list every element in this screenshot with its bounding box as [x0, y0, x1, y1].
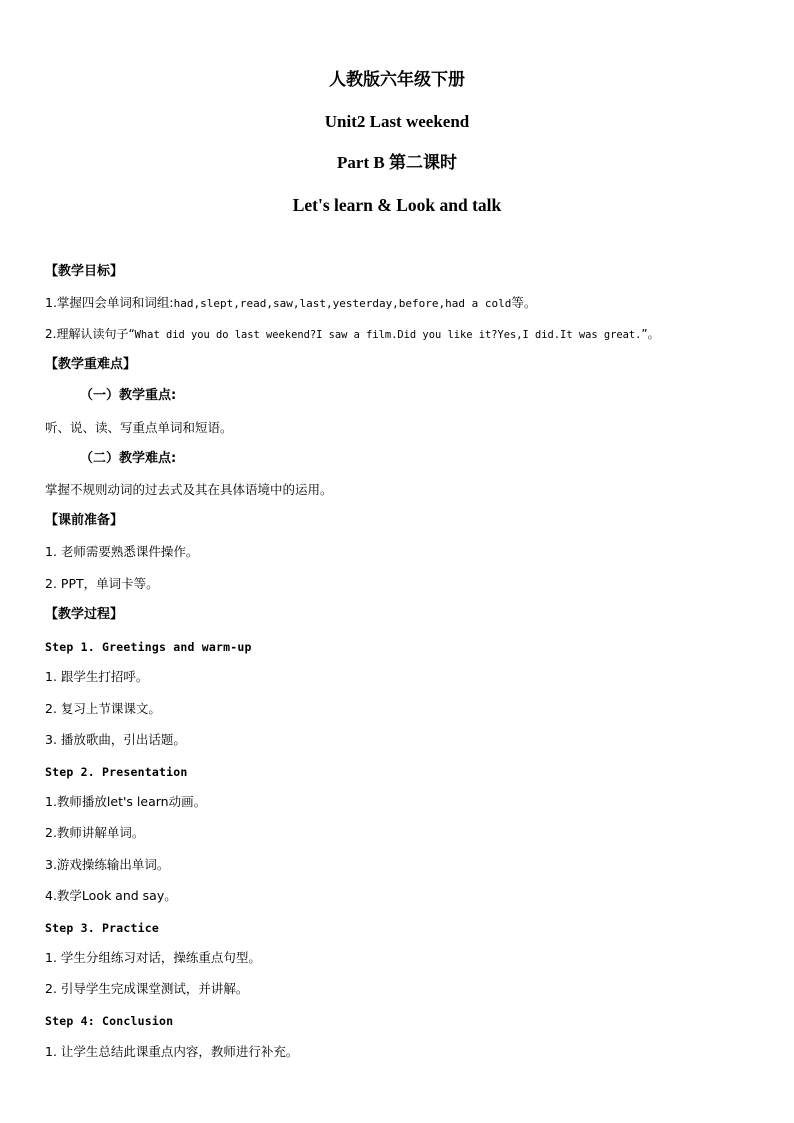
preparation-heading: 【课前准备】	[45, 513, 124, 528]
step-1-item: 2. 复习上节课课文。	[45, 701, 161, 716]
step-2-item: 2.教师讲解单词。	[45, 825, 145, 840]
part-title: Part B 第二课时	[337, 153, 457, 172]
step-4-item: 1. 让学生总结此课重点内容，教师进行补充。	[45, 1044, 299, 1059]
difficulty-heading: （二）教学难点:	[80, 451, 177, 466]
objective-prefix: 1.掌握四会单词和词组:	[45, 295, 174, 310]
unit-title: Unit2 Last weekend	[324, 112, 470, 131]
step-3-title: Step 3. Practice	[45, 921, 159, 935]
step-3-item: 2. 引导学生完成课堂测试，并讲解。	[45, 981, 249, 996]
step-1-title: Step 1. Greetings and warm-up	[45, 640, 252, 654]
step-4-title: Step 4: Conclusion	[45, 1014, 174, 1028]
step-1-item: 3. 播放歌曲，引出话题。	[45, 732, 186, 747]
preparation-item: 2. PPT，单词卡等。	[45, 576, 159, 591]
objective-suffix: 等。	[511, 295, 537, 310]
step-2-item: 3.游戏操练输出单词。	[45, 857, 170, 872]
focus-heading: （一）教学重点:	[80, 388, 177, 403]
objectives-heading: 【教学目标】	[45, 264, 124, 279]
step-2-title: Step 2. Presentation	[45, 765, 188, 779]
step-2-item-text: 1.教师播放let's learn动画。	[45, 794, 207, 809]
process-heading: 【教学过程】	[45, 607, 124, 622]
step-2-item: 4.教学Look and say。	[45, 888, 177, 903]
objective-suffix: ”。	[641, 327, 660, 341]
focus-text: 听、说、读、写重点单词和短语。	[45, 420, 233, 435]
step-2-item	[45, 793, 754, 811]
key-points-heading: 【教学重难点】	[45, 357, 137, 372]
step-1-item: 1. 跟学生打招呼。	[45, 669, 149, 684]
objective-item-1	[45, 294, 754, 313]
document-title: 人教版六年级下册	[329, 70, 465, 89]
preparation-item: 1. 老师需要熟悉课件操作。	[45, 544, 199, 559]
objective-prefix: 2.理解认读句子“	[45, 327, 135, 341]
step-3-item: 1. 学生分组练习对话，操练重点句型。	[45, 950, 261, 965]
difficulty-text: 掌握不规则动词的过去式及其在具体语境中的运用。	[45, 482, 333, 497]
objective-sentences: What did you do last weekend?I saw a film.Did you like it?Yes,I did.It was great.	[134, 329, 642, 341]
objective-item-2	[45, 325, 754, 344]
objective-words: had,slept,read,saw,last,yesterday,before,had a cold	[173, 297, 512, 310]
lesson-title: Let's learn & Look and talk	[292, 195, 502, 215]
